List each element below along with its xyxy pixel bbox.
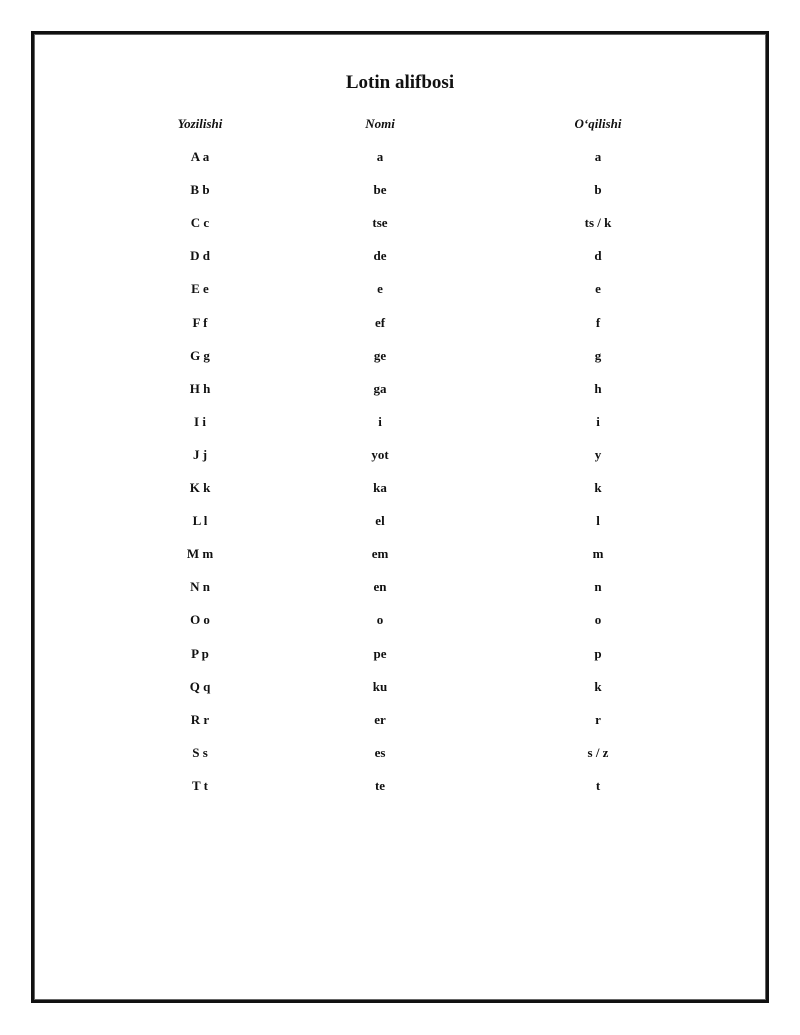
cell-name: pe [373,646,387,661]
cell-name: de [373,248,387,263]
table-row [0,315,800,335]
cell-writing: Q q [189,679,211,694]
cell-name: be [373,182,387,197]
cell-writing: T t [191,778,208,793]
cell-name: ku [372,679,388,694]
cell-writing: E e [191,281,209,296]
cell-name: ef [374,315,386,330]
page-title: Lotin alifbosi [345,72,455,93]
cell-pronunciation: p [594,646,602,661]
cell-name: yot [371,447,389,462]
cell-pronunciation: i [596,414,600,429]
cell-name: ge [373,348,387,363]
cell-writing: P p [191,646,209,661]
cell-writing: N n [190,579,210,594]
cell-pronunciation: ts / k [584,215,612,230]
table-row [0,149,800,169]
table-row [0,646,800,666]
table-row [0,579,800,599]
table-row [0,480,800,500]
cell-pronunciation: k [594,679,602,694]
table-row [0,182,800,202]
cell-pronunciation: a [594,149,602,164]
cell-writing: O o [190,612,210,627]
cell-name: er [374,712,386,727]
cell-pronunciation: e [595,281,601,296]
cell-name: tse [372,215,388,230]
cell-pronunciation: t [595,778,601,793]
table-row [0,447,800,467]
cell-pronunciation: f [595,315,601,330]
cell-name: el [375,513,385,528]
cell-writing: F f [192,315,208,330]
cell-writing: R r [190,712,210,727]
cell-name: e [377,281,383,296]
cell-name: en [373,579,387,594]
cell-writing: C c [190,215,210,230]
cell-name: i [378,414,382,429]
cell-pronunciation: l [596,513,600,528]
column-header-writing: Yozilishi [177,116,223,131]
cell-name: ka [373,480,387,495]
cell-pronunciation: n [594,579,602,594]
cell-writing: D d [190,248,210,263]
table-row [0,215,800,235]
cell-pronunciation: r [595,712,601,727]
column-header-pronunciation: O‘qilishi [574,116,622,131]
cell-pronunciation: b [594,182,602,197]
cell-pronunciation: h [594,381,602,396]
cell-name: em [371,546,389,561]
cell-pronunciation: k [594,480,602,495]
cell-writing: B b [190,182,210,197]
table-row [0,513,800,533]
cell-pronunciation: y [594,447,602,462]
table-row [0,281,800,301]
table-row [0,248,800,268]
table-row [0,348,800,368]
cell-name: es [374,745,386,760]
table-row [0,381,800,401]
cell-name: ga [373,381,387,396]
table-row [0,546,800,566]
table-row [0,778,800,798]
cell-writing: M m [186,546,214,561]
cell-name: a [376,149,384,164]
cell-writing: I i [194,414,206,429]
cell-writing: A a [190,149,210,164]
cell-writing: L l [192,513,208,528]
cell-writing: H h [189,381,211,396]
cell-pronunciation: s / z [587,745,609,760]
cell-writing: K k [189,480,211,495]
cell-writing: G g [190,348,210,363]
cell-pronunciation: g [594,348,602,363]
cell-pronunciation: m [592,546,604,561]
cell-writing: S s [192,745,208,760]
cell-writing: J j [192,447,208,462]
column-header-name: Nomi [365,116,395,131]
table-row [0,679,800,699]
cell-pronunciation: d [594,248,602,263]
table-row [0,712,800,732]
table-row [0,414,800,434]
table-row [0,612,800,632]
table-row [0,745,800,765]
cell-pronunciation: o [594,612,602,627]
cell-name: o [376,612,384,627]
cell-name: te [374,778,386,793]
